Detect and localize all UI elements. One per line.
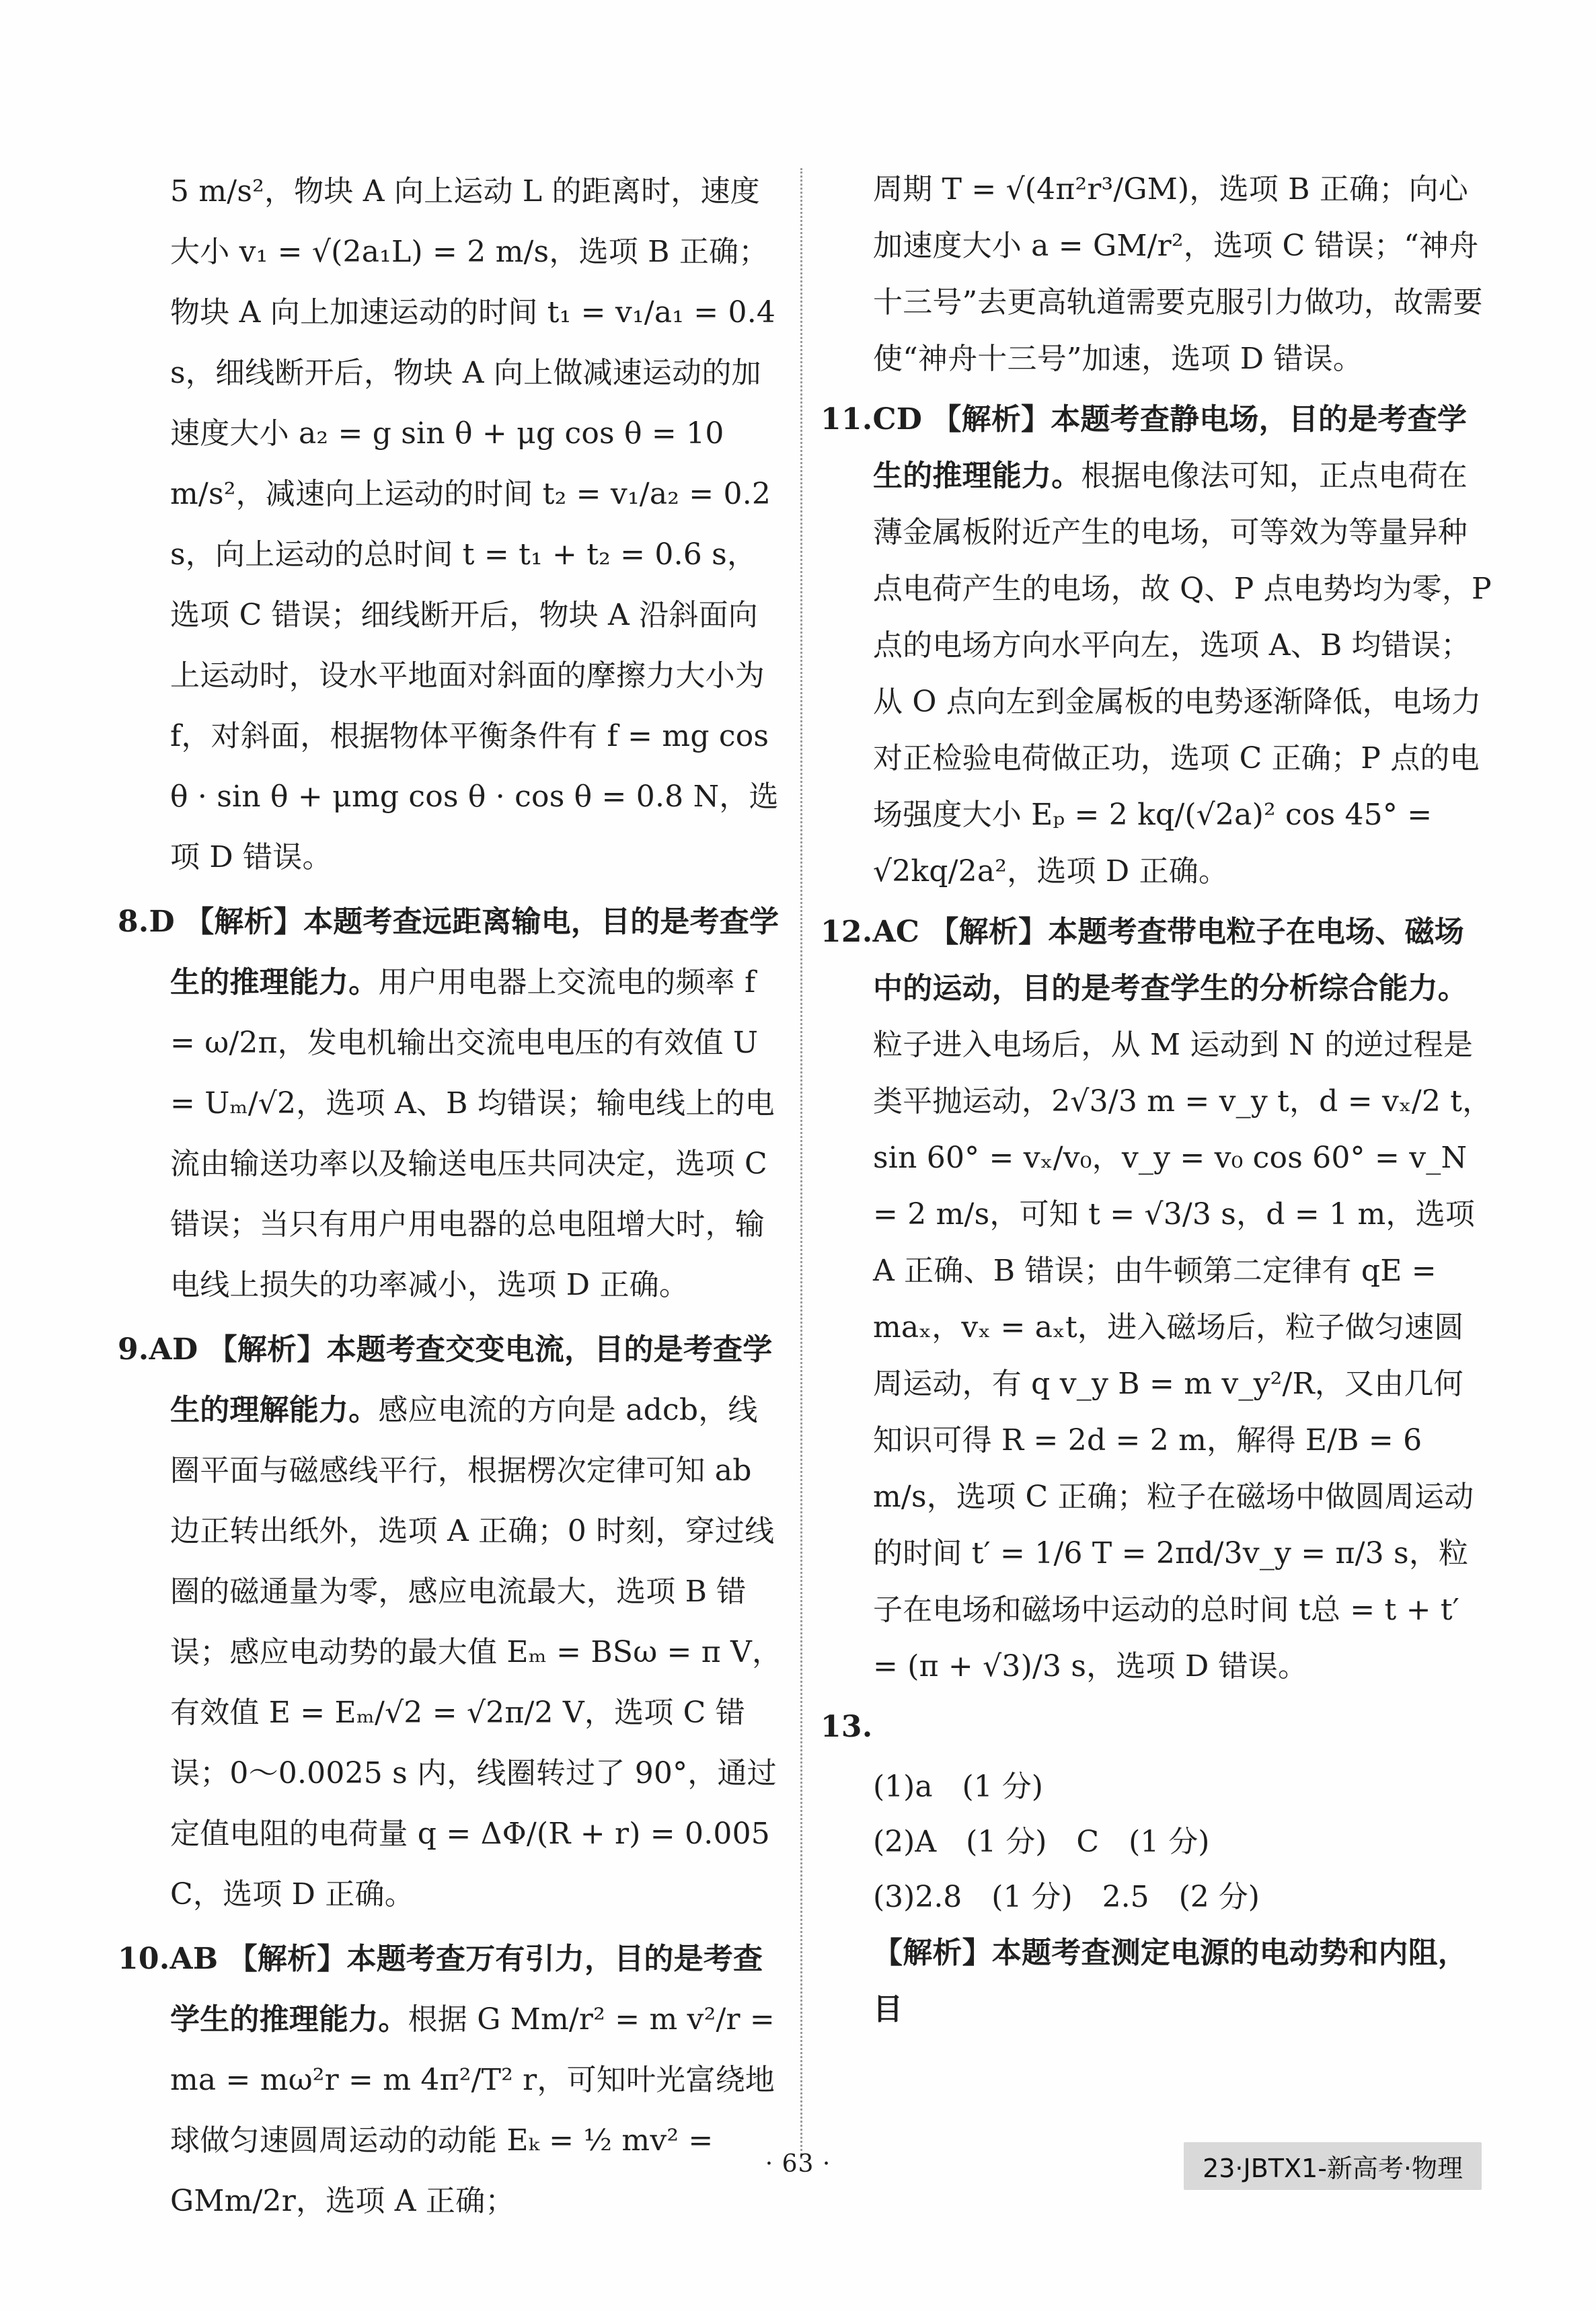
continuation-text: 5 m/s²，物块 A 向上运动 L 的距离时，速度大小 v₁ = √(2a₁L) = 2 m/s，选项 B 正确；物块 A 向上加速运动的时间 t₁ = v₁/a₁ = 0.4 s，细线断开后，物块 A 向上做减速运动的加速度大小 a₂ = g sin θ + μg cos θ = 10 m/s²，减速向上运动的时间 t₂ = v₁/a₂ = 0.2 s，向上运动的总时间 t = t₁ + t₂ = 0.6 s，选项 C 错误；细线断开后，物块 A 沿斜面向上运动时，设水平地面对斜面的摩擦力大小为 f，对斜面，根据物体平衡条件有 f = mg cos θ · sin θ + μmg cos θ · cos θ = 0.8 N，选项 D 错误。 [170, 174, 779, 874]
question-9 [118, 1320, 784, 1925]
sub-item-1: (1)a (1 分) [873, 1770, 1043, 1804]
question-text: 根据 G Mm/r² = m v²/r = ma = mω²r = m 4π²/T² r，可知叶光富绕地球做匀速圆周运动的动能 Eₖ = ½ mv² = GMm/2r，选项 A 正确； [170, 2002, 775, 2218]
question-answer: AC [872, 915, 920, 949]
question-number: 8. [118, 905, 149, 939]
analysis-heading: 【解析】本题考查交变电流，目的是考查学生的理解能力。 [170, 1332, 773, 1427]
question-text: 粒子进入电场后，从 M 运动到 N 的逆过程是类平抛运动，2√3/3 m = v_y t，d = vₓ/2 t，sin 60° = vₓ/v₀，v_y = v₀ cos 60° = v_N = 2 m/s，可知 t = √3/3 s，d = 1 m，选项 A 正确、B 错误；由牛顿第二定律有 qE = maₓ，vₓ = aₓt，进入磁场后，粒子做匀速圆周运动，有 q v_y B = m v_y²/R，又由几何知识可得 R = 2d = 2 m，解得 E/B = 6 m/s，选项 C 正确；粒子在磁场中做圆周运动的时间 t′ = 1/6 T = 2πd/3v_y = π/3 s，粒子在电场和磁场中运动的总时间 t总 = t + t′ = (π + √3)/3 s，选项 D 错误。 [873, 1028, 1492, 1683]
sub-item-3: (3)2.8 (1 分) 2.5 (2 分) [873, 1880, 1260, 1914]
question-text: 根据电像法可知，正点电荷在薄金属板附近产生的电场，可等效为等量异种点电荷产生的电场，故 Q、P 点电势均为零，P 点的电场方向水平向左，选项 A、B 均错误；从 O 点向左到金属板的电势逐渐降低，电场力对正检验电荷做正功，选项 C 正确；P 点的电场强度大小 Eₚ = 2 kq/(√2a)² cos 45° = √2kq/2a²，选项 D 正确。 [873, 459, 1492, 888]
question-text: 用户用电器上交流电的频率 f = ω/2π，发电机输出交流电电压的有效值 U = Uₘ/√2，选项 A、B 均错误；输电线上的电流由输送功率以及输送电压共同决定，选项 C 错误；当只有用户用电器的总电阻增大时，输电线上损失的功率减小，选项 D 正确。 [170, 965, 775, 1302]
question-answer: AD [149, 1332, 198, 1367]
analysis-heading: 【解析】本题考查静电场，目的是考查学生的推理能力。 [873, 402, 1468, 493]
sub-item-2: (2)A (1 分) C (1 分) [873, 1825, 1210, 1859]
question-13-analysis [821, 1925, 1493, 2038]
question-number: 11. [821, 402, 873, 437]
left-column [118, 161, 784, 2218]
question-11 [821, 391, 1493, 900]
right-column [821, 161, 1493, 2172]
question-8 [118, 892, 784, 1316]
analysis-heading: 【解析】本题考查远距离输电，目的是考查学生的推理能力。 [170, 905, 780, 999]
question-answer: AB [169, 1942, 219, 1976]
page-footer [0, 2142, 1596, 2189]
continuation-paragraph [118, 161, 784, 888]
question-text: 感应电流的方向是 adcb，线圈平面与磁感线平行，根据楞次定律可知 ab 边正转出纸外，选项 A 正确；0 时刻，穿过线圈的磁通量为零，感应电流最大，选项 B 错误；感应电动势的最大值 Eₘ = BSω = π V，有效值 E = Eₘ/√2 = √2π/2 V，选项 C 错误；0～0.0025 s 内，线圈转过了 90°，通过定值电阻的电荷量 q = ΔΦ/(R + r) = 0.005 C，选项 D 正确。 [170, 1393, 782, 1911]
analysis-heading: 【解析】本题考查万有引力，目的是考查学生的推理能力。 [170, 1942, 763, 2037]
question-answer: D [149, 905, 176, 939]
question-12 [821, 904, 1493, 1695]
question-number: 9. [118, 1332, 149, 1367]
column-divider [800, 168, 802, 2159]
analysis-heading: 【解析】本题考查测定电源的电动势和内阻，目 [873, 1936, 1468, 2026]
question-13 [821, 1699, 1493, 1755]
series-label: 23·JBTX1-新高考·物理 [1184, 2142, 1482, 2190]
page-number: · 63 · [765, 2150, 831, 2178]
question-number: 12. [821, 915, 873, 949]
question-number: 10. [118, 1942, 170, 1976]
continuation-paragraph [821, 161, 1493, 387]
continuation-text: 周期 T = √(4π²r³/GM)，选项 B 正确；向心加速度大小 a = GM/r²，选项 C 错误；“神舟十三号”去更高轨道需要克服引力做功，故需要使“神舟十三号”加速，选项 D 错误。 [873, 172, 1483, 376]
question-13-sub-items [821, 1759, 1493, 1925]
question-number: 13. [821, 1710, 873, 1744]
analysis-heading: 【解析】本题考查带电粒子在电场、磁场中的运动，目的是考查学生的分析综合能力。 [873, 915, 1468, 1006]
question-answer: CD [872, 402, 923, 437]
